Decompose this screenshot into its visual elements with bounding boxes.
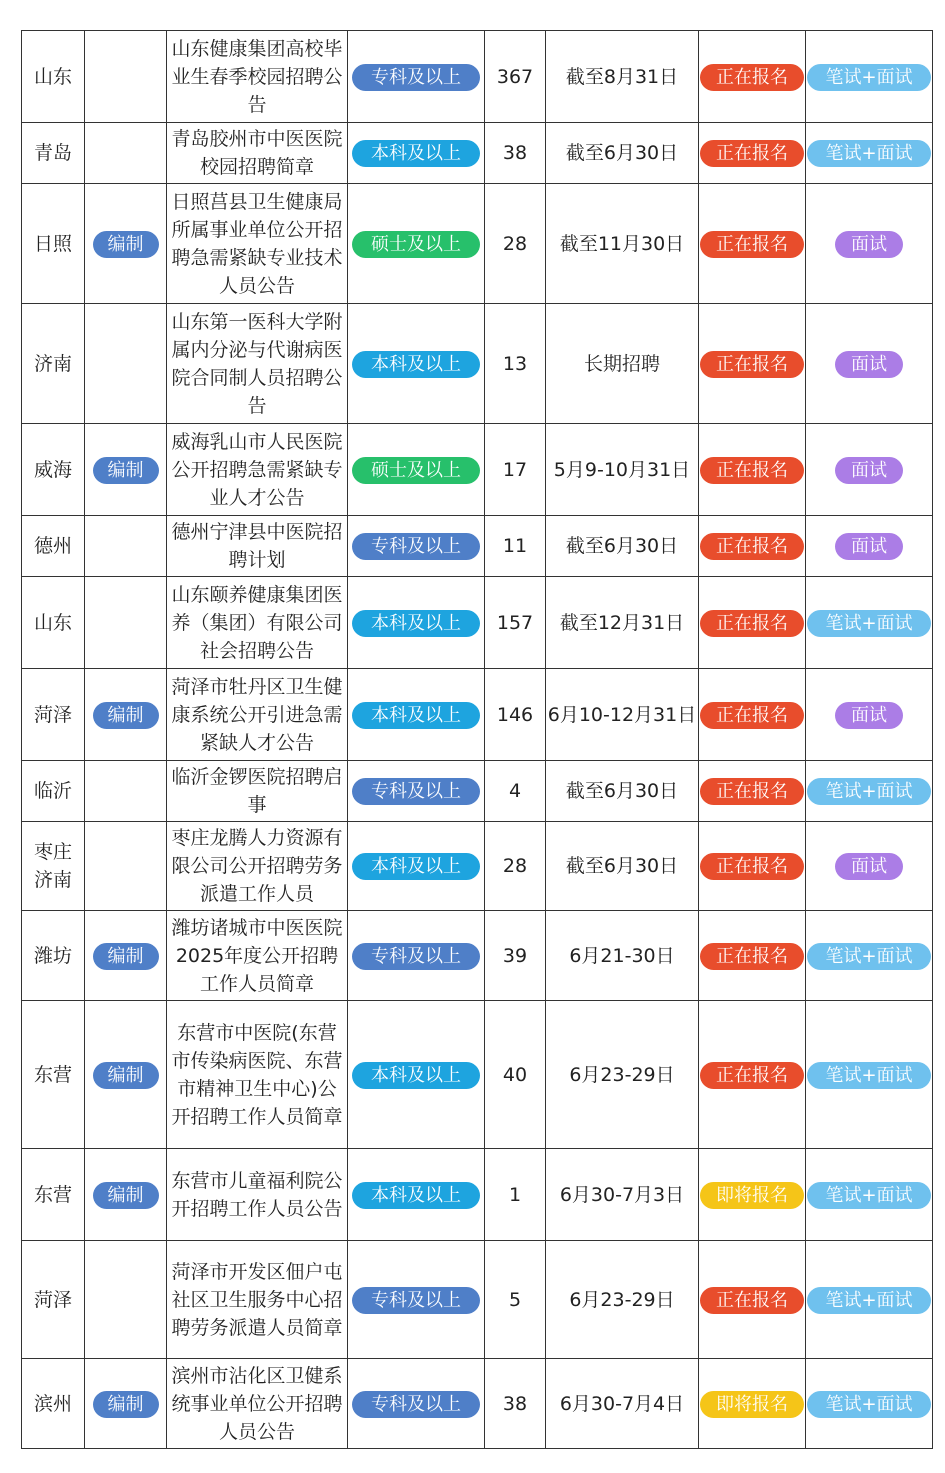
city-label: 山东 xyxy=(33,611,72,634)
exam-type-badge: 笔试+面试 xyxy=(807,610,931,637)
registration-date: 5月9-10月31日 xyxy=(553,458,691,481)
job-title: 日照莒县卫生健康局所属事业单位公开招聘急需紧缺专业技术人员公告 xyxy=(171,190,343,297)
exam-cell xyxy=(806,1149,933,1241)
establishment-badge: 编制 xyxy=(93,1182,159,1209)
job-title: 东营市中医院(东营市传染病医院、东营市精神卫生中心)公开招聘工作人员简章 xyxy=(171,1021,343,1128)
status-cell xyxy=(699,424,806,516)
date-cell xyxy=(546,184,699,304)
job-title: 山东颐养健康集团医养（集团）有限公司社会招聘公告 xyxy=(171,583,343,662)
status-badge: 正在报名 xyxy=(700,610,804,637)
education-badge: 本科及以上 xyxy=(352,1182,480,1209)
recruitment-table xyxy=(21,30,933,1449)
status-cell xyxy=(699,304,806,424)
job-title: 山东健康集团高校毕业生春季校园招聘公告 xyxy=(171,37,343,116)
table-row xyxy=(22,669,933,761)
education-cell xyxy=(348,304,485,424)
exam-cell xyxy=(806,577,933,669)
date-cell xyxy=(546,31,699,123)
position-count: 39 xyxy=(502,944,528,967)
status-badge: 正在报名 xyxy=(700,64,804,91)
table-row xyxy=(22,1241,933,1359)
registration-date: 6月30-7月3日 xyxy=(559,1183,685,1206)
education-cell xyxy=(348,577,485,669)
job-title: 菏泽市牡丹区卫生健康系统公开引进急需紧缺人才公告 xyxy=(171,675,343,754)
date-cell xyxy=(546,669,699,761)
exam-cell xyxy=(806,669,933,761)
date-cell xyxy=(546,761,699,822)
table-row xyxy=(22,1359,933,1449)
table-row xyxy=(22,1001,933,1149)
exam-cell xyxy=(806,424,933,516)
count-cell xyxy=(485,761,546,822)
education-cell xyxy=(348,911,485,1001)
title-cell xyxy=(167,31,348,123)
registration-date: 截至11月30日 xyxy=(559,232,685,255)
education-badge: 本科及以上 xyxy=(352,1062,480,1089)
date-cell xyxy=(546,424,699,516)
tag-cell xyxy=(85,304,167,424)
position-count: 1 xyxy=(508,1183,522,1206)
title-cell xyxy=(167,822,348,911)
city-label: 临沂 xyxy=(33,780,72,802)
status-badge: 正在报名 xyxy=(700,231,804,258)
tag-cell xyxy=(85,761,167,822)
exam-type-badge: 面试 xyxy=(835,533,903,560)
education-cell xyxy=(348,123,485,184)
city-label: 潍坊 xyxy=(33,944,72,967)
title-cell xyxy=(167,123,348,184)
exam-cell xyxy=(806,304,933,424)
title-cell xyxy=(167,184,348,304)
tag-cell xyxy=(85,669,167,761)
position-count: 38 xyxy=(502,1392,528,1415)
registration-date: 截至6月30日 xyxy=(565,535,679,557)
education-cell xyxy=(348,669,485,761)
exam-cell xyxy=(806,31,933,123)
status-cell xyxy=(699,761,806,822)
education-cell xyxy=(348,1149,485,1241)
registration-date: 截至8月31日 xyxy=(565,65,679,88)
count-cell xyxy=(485,822,546,911)
establishment-badge: 编制 xyxy=(93,231,159,258)
date-cell xyxy=(546,516,699,577)
table-row xyxy=(22,304,933,424)
registration-date: 截至6月30日 xyxy=(565,855,679,877)
title-cell xyxy=(167,577,348,669)
tag-cell xyxy=(85,1001,167,1149)
tag-cell xyxy=(85,822,167,911)
education-cell xyxy=(348,822,485,911)
city-cell xyxy=(22,1001,85,1149)
city-label: 威海 xyxy=(33,458,72,481)
date-cell xyxy=(546,1149,699,1241)
city-label: 枣庄 xyxy=(33,841,72,863)
position-count: 17 xyxy=(502,458,528,481)
city-label: 青岛 xyxy=(33,142,72,164)
date-cell xyxy=(546,1241,699,1359)
education-cell xyxy=(348,424,485,516)
city-cell xyxy=(22,1359,85,1449)
exam-type-badge: 笔试+面试 xyxy=(807,64,931,91)
establishment-badge: 编制 xyxy=(93,943,159,970)
title-cell xyxy=(167,304,348,424)
education-cell xyxy=(348,516,485,577)
title-cell xyxy=(167,516,348,577)
education-cell xyxy=(348,184,485,304)
registration-date: 6月30-7月4日 xyxy=(559,1392,685,1415)
status-badge: 正在报名 xyxy=(700,351,804,378)
city-label: 菏泽 xyxy=(33,703,72,726)
exam-cell xyxy=(806,761,933,822)
city-label: 德州 xyxy=(33,535,72,557)
count-cell xyxy=(485,184,546,304)
position-count: 11 xyxy=(502,535,528,557)
status-badge: 正在报名 xyxy=(700,943,804,970)
title-cell xyxy=(167,1149,348,1241)
status-cell xyxy=(699,669,806,761)
exam-cell xyxy=(806,822,933,911)
status-badge: 正在报名 xyxy=(700,1287,804,1314)
job-title: 滨州市沾化区卫健系统事业单位公开招聘人员公告 xyxy=(171,1364,343,1443)
title-cell xyxy=(167,911,348,1001)
status-cell xyxy=(699,1359,806,1449)
education-cell xyxy=(348,761,485,822)
position-count: 157 xyxy=(496,611,534,634)
position-count: 146 xyxy=(496,703,534,726)
city-cell xyxy=(22,304,85,424)
date-cell xyxy=(546,123,699,184)
city-cell xyxy=(22,1241,85,1359)
count-cell xyxy=(485,1149,546,1241)
registration-date: 6月10-12月31日 xyxy=(547,703,697,726)
exam-type-badge: 面试 xyxy=(835,351,903,378)
registration-date: 6月23-29日 xyxy=(569,1063,675,1086)
status-badge: 正在报名 xyxy=(700,778,804,805)
exam-type-badge: 面试 xyxy=(835,457,903,484)
status-badge: 正在报名 xyxy=(700,457,804,484)
date-cell xyxy=(546,304,699,424)
registration-date: 截至6月30日 xyxy=(565,780,679,802)
city-cell xyxy=(22,669,85,761)
title-cell xyxy=(167,1001,348,1149)
exam-type-badge: 笔试+面试 xyxy=(807,943,931,970)
education-badge: 专科及以上 xyxy=(352,1287,480,1314)
count-cell xyxy=(485,669,546,761)
tag-cell xyxy=(85,123,167,184)
count-cell xyxy=(485,911,546,1001)
tag-cell xyxy=(85,1359,167,1449)
exam-type-badge: 笔试+面试 xyxy=(807,1287,931,1314)
table-row xyxy=(22,516,933,577)
count-cell xyxy=(485,516,546,577)
registration-date: 6月21-30日 xyxy=(569,944,675,967)
establishment-badge: 编制 xyxy=(93,1391,159,1418)
title-cell xyxy=(167,424,348,516)
status-cell xyxy=(699,516,806,577)
exam-cell xyxy=(806,184,933,304)
establishment-badge: 编制 xyxy=(93,457,159,484)
position-count: 4 xyxy=(508,780,522,802)
city-cell xyxy=(22,123,85,184)
status-cell xyxy=(699,911,806,1001)
date-cell xyxy=(546,1001,699,1149)
tag-cell xyxy=(85,577,167,669)
count-cell xyxy=(485,1001,546,1149)
count-cell xyxy=(485,304,546,424)
status-cell xyxy=(699,1149,806,1241)
city-cell xyxy=(22,1149,85,1241)
job-title: 临沂金锣医院招聘启事 xyxy=(171,766,343,816)
city-cell xyxy=(22,822,85,911)
date-cell xyxy=(546,911,699,1001)
registration-date: 6月23-29日 xyxy=(569,1288,675,1311)
tag-cell xyxy=(85,516,167,577)
table-row xyxy=(22,822,933,911)
exam-type-badge: 笔试+面试 xyxy=(807,140,931,167)
exam-type-badge: 笔试+面试 xyxy=(807,1182,931,1209)
education-badge: 专科及以上 xyxy=(352,778,480,805)
status-cell xyxy=(699,822,806,911)
city-label: 日照 xyxy=(33,232,72,255)
table-row xyxy=(22,1149,933,1241)
education-badge: 专科及以上 xyxy=(352,533,480,560)
date-cell xyxy=(546,577,699,669)
education-badge: 硕士及以上 xyxy=(352,457,480,484)
education-badge: 专科及以上 xyxy=(352,943,480,970)
city-label: 济南 xyxy=(33,869,72,891)
city-cell xyxy=(22,577,85,669)
tag-cell xyxy=(85,31,167,123)
education-badge: 本科及以上 xyxy=(352,702,480,729)
table-row xyxy=(22,577,933,669)
tag-cell xyxy=(85,911,167,1001)
title-cell xyxy=(167,669,348,761)
city-cell xyxy=(22,761,85,822)
establishment-badge: 编制 xyxy=(93,702,159,729)
title-cell xyxy=(167,1241,348,1359)
exam-type-badge: 面试 xyxy=(835,231,903,258)
exam-cell xyxy=(806,1359,933,1449)
education-badge: 本科及以上 xyxy=(352,610,480,637)
table-row xyxy=(22,123,933,184)
education-badge: 本科及以上 xyxy=(352,853,480,880)
exam-type-badge: 面试 xyxy=(835,853,903,880)
position-count: 40 xyxy=(502,1063,528,1086)
count-cell xyxy=(485,1241,546,1359)
job-title: 东营市儿童福利院公开招聘工作人员公告 xyxy=(171,1169,343,1220)
education-cell xyxy=(348,1001,485,1149)
city-cell xyxy=(22,31,85,123)
count-cell xyxy=(485,1359,546,1449)
city-label: 东营 xyxy=(33,1183,72,1206)
education-cell xyxy=(348,31,485,123)
education-cell xyxy=(348,1359,485,1449)
tag-cell xyxy=(85,1241,167,1359)
position-count: 13 xyxy=(502,352,528,375)
education-badge: 专科及以上 xyxy=(352,64,480,91)
status-badge: 正在报名 xyxy=(700,140,804,167)
city-label: 东营 xyxy=(33,1063,72,1086)
education-badge: 硕士及以上 xyxy=(352,231,480,258)
status-cell xyxy=(699,184,806,304)
city-label: 山东 xyxy=(33,65,72,88)
exam-type-badge: 笔试+面试 xyxy=(807,1062,931,1089)
exam-cell xyxy=(806,1241,933,1359)
tag-cell xyxy=(85,424,167,516)
table-row xyxy=(22,911,933,1001)
city-cell xyxy=(22,184,85,304)
count-cell xyxy=(485,577,546,669)
title-cell xyxy=(167,1359,348,1449)
date-cell xyxy=(546,822,699,911)
job-title: 菏泽市开发区佃户屯社区卫生服务中心招聘劳务派遣人员简章 xyxy=(171,1260,343,1339)
exam-type-badge: 笔试+面试 xyxy=(807,778,931,805)
status-badge: 即将报名 xyxy=(700,1391,804,1418)
job-title: 枣庄龙腾人力资源有限公司公开招聘劳务派遣工作人员 xyxy=(171,827,343,905)
status-cell xyxy=(699,577,806,669)
status-cell xyxy=(699,31,806,123)
tag-cell xyxy=(85,184,167,304)
establishment-badge: 编制 xyxy=(93,1062,159,1089)
table-row xyxy=(22,424,933,516)
status-badge: 即将报名 xyxy=(700,1182,804,1209)
status-cell xyxy=(699,123,806,184)
city-label: 滨州 xyxy=(33,1392,72,1415)
table-row xyxy=(22,31,933,123)
registration-date: 截至6月30日 xyxy=(565,142,679,164)
tag-cell xyxy=(85,1149,167,1241)
education-badge: 专科及以上 xyxy=(352,1391,480,1418)
exam-type-badge: 笔试+面试 xyxy=(807,1391,931,1418)
city-label: 济南 xyxy=(33,352,72,375)
city-cell xyxy=(22,424,85,516)
registration-date: 截至12月31日 xyxy=(559,611,685,634)
recruitment-table-body xyxy=(22,31,933,1449)
count-cell xyxy=(485,123,546,184)
exam-cell xyxy=(806,516,933,577)
city-cell xyxy=(22,911,85,1001)
count-cell xyxy=(485,424,546,516)
table-row xyxy=(22,184,933,304)
job-title: 青岛胶州市中医医院校园招聘简章 xyxy=(171,128,343,178)
status-cell xyxy=(699,1001,806,1149)
job-title: 潍坊诸城市中医医院2025年度公开招聘工作人员简章 xyxy=(171,916,343,995)
registration-date: 长期招聘 xyxy=(583,352,660,375)
position-count: 38 xyxy=(502,142,528,164)
education-badge: 本科及以上 xyxy=(352,351,480,378)
city-cell xyxy=(22,516,85,577)
position-count: 28 xyxy=(502,855,528,877)
education-cell xyxy=(348,1241,485,1359)
position-count: 28 xyxy=(502,232,528,255)
exam-cell xyxy=(806,1001,933,1149)
count-cell xyxy=(485,31,546,123)
status-badge: 正在报名 xyxy=(700,533,804,560)
exam-cell xyxy=(806,911,933,1001)
position-count: 367 xyxy=(496,65,534,88)
table-row xyxy=(22,761,933,822)
status-badge: 正在报名 xyxy=(700,702,804,729)
exam-cell xyxy=(806,123,933,184)
city-label: 菏泽 xyxy=(33,1288,72,1311)
title-cell xyxy=(167,761,348,822)
date-cell xyxy=(546,1359,699,1449)
job-title: 威海乳山市人民医院公开招聘急需紧缺专业人才公告 xyxy=(171,430,343,509)
job-title: 德州宁津县中医院招聘计划 xyxy=(171,521,343,571)
status-cell xyxy=(699,1241,806,1359)
status-badge: 正在报名 xyxy=(700,1062,804,1089)
education-badge: 本科及以上 xyxy=(352,140,480,167)
job-title: 山东第一医科大学附属内分泌与代谢病医院合同制人员招聘公告 xyxy=(171,310,343,417)
exam-type-badge: 面试 xyxy=(835,702,903,729)
status-badge: 正在报名 xyxy=(700,853,804,880)
position-count: 5 xyxy=(508,1288,522,1311)
